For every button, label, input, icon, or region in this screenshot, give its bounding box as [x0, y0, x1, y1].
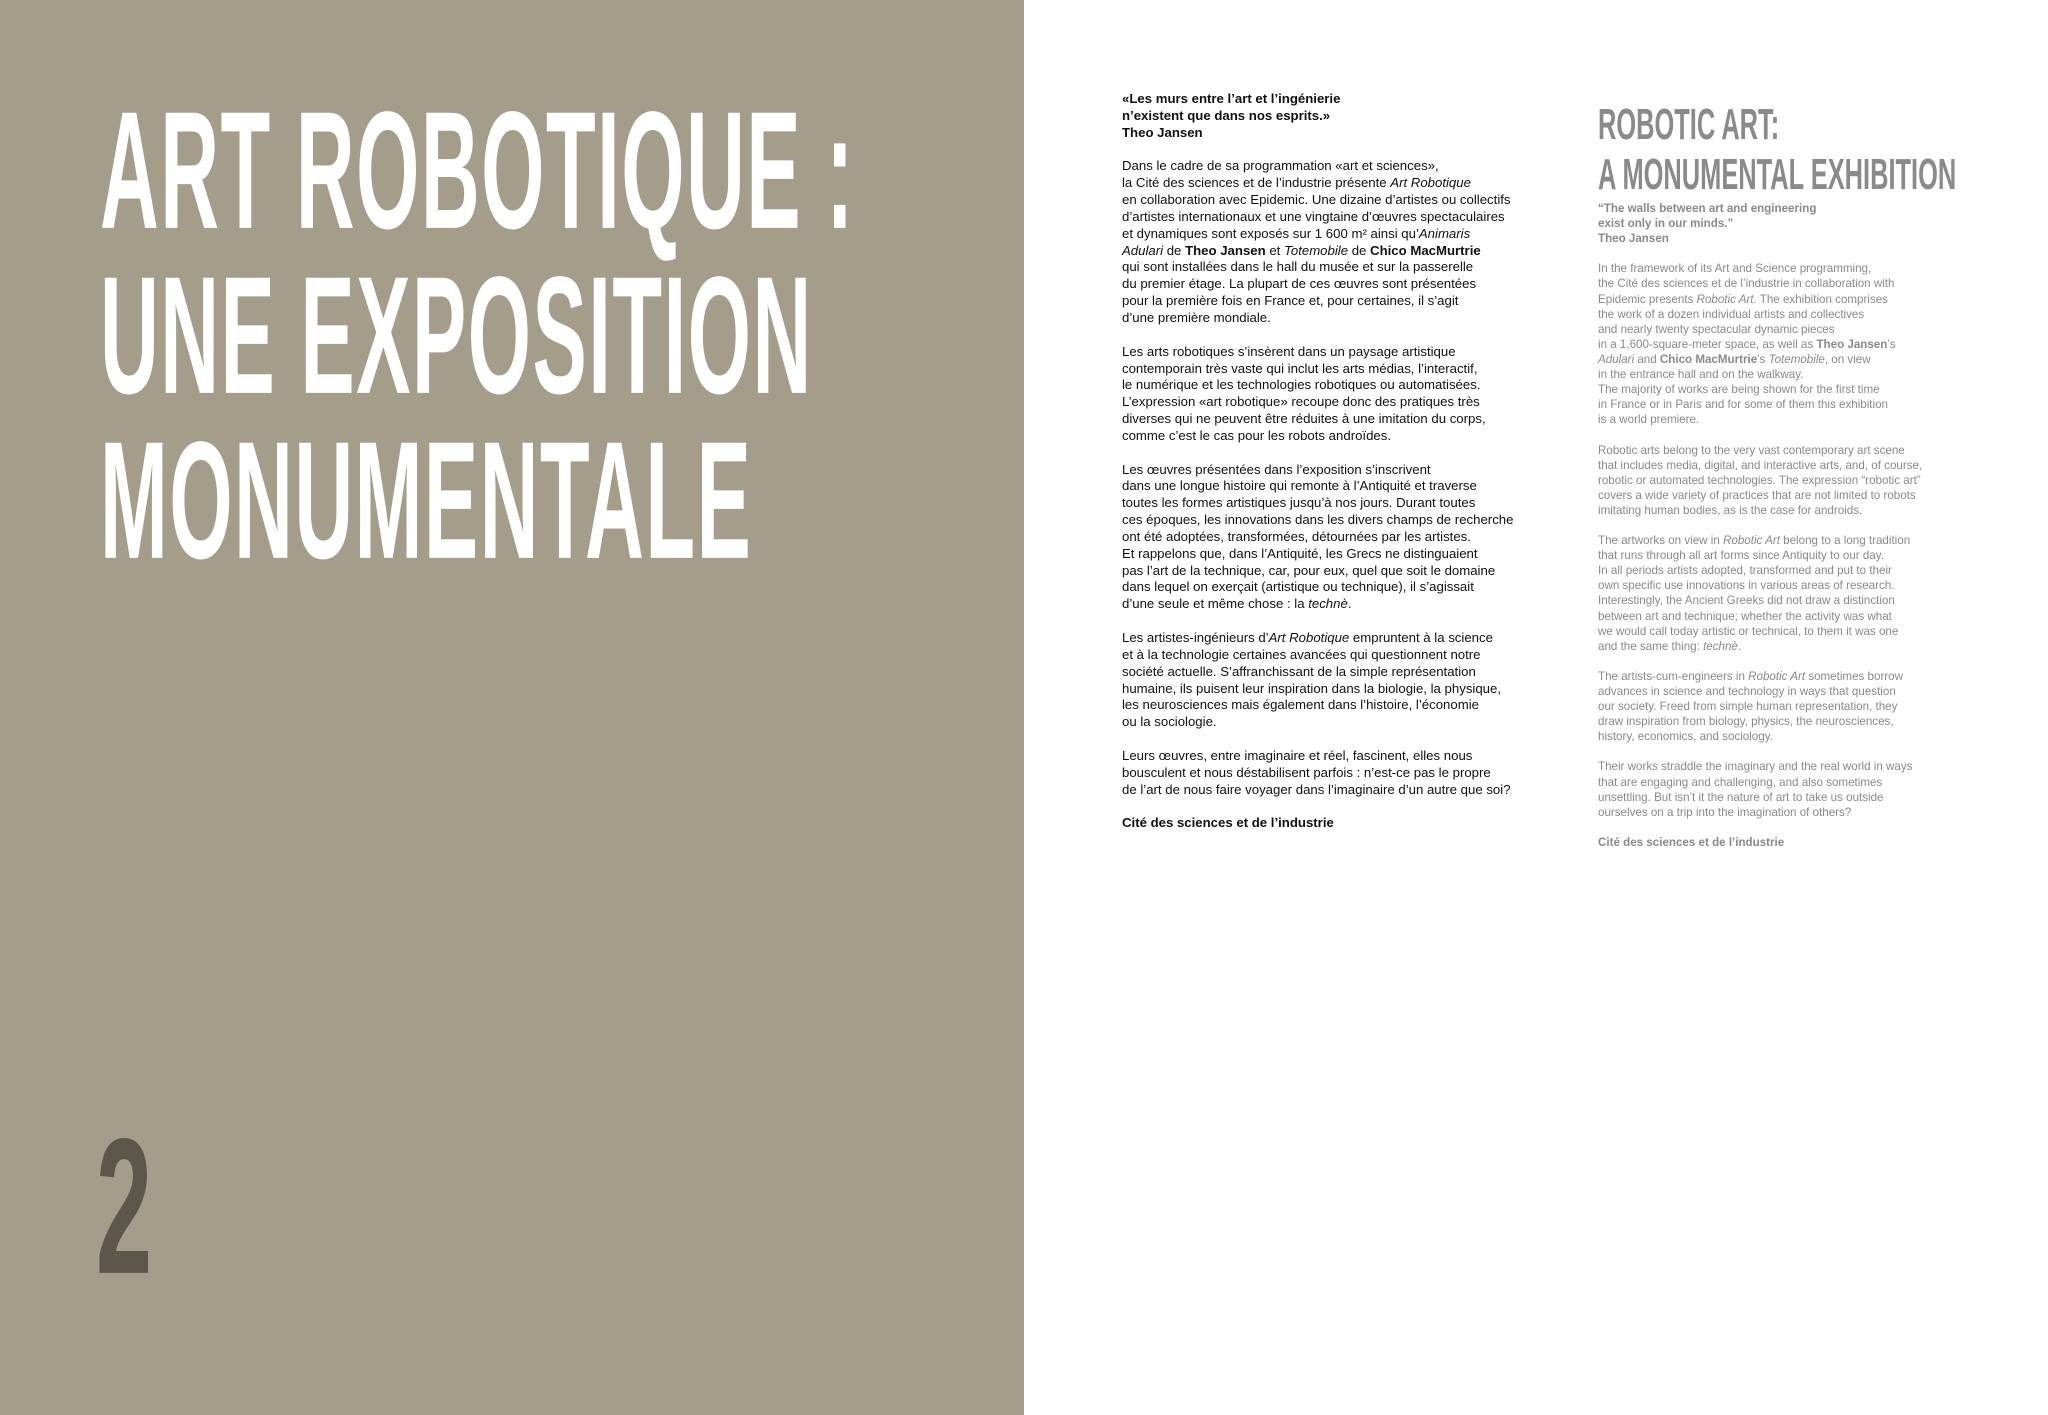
fr-p1-artist-name: Chico MacMurtrie: [1370, 242, 1481, 258]
page-number: 2: [96, 1097, 153, 1315]
english-signature: Cité des sciences et de l’industrie: [1598, 835, 1785, 849]
fr-p1-italic-title: Art Robotique: [1390, 175, 1471, 191]
fr-p4-italic-title: Art Robotique: [1268, 630, 1350, 645]
french-text-column: [1122, 91, 1562, 849]
en-p4-italic-title: Robotic Art: [1748, 669, 1806, 683]
en-p1-text: . The exhibition comprises the work of a dozen individual artists and collectives and nearly twenty spectacular dynamic pieces in a 1,600-square-meter space, as well as: [1598, 292, 1888, 351]
english-quote: “The walls between art and engineering exist only in our minds.”: [1598, 202, 1817, 231]
french-quote: «Les murs entre l’art et l’ingénierie n’existent que dans nos esprits.»: [1122, 91, 1341, 123]
english-paragraph-4: [1598, 669, 1968, 744]
french-title-line-3: MONUMENTALE: [100, 407, 753, 595]
english-paragraph-2: Robotic arts belong to the very vast contemporary art scene that includes media, digital, and interactive arts, and, of course, robotic or automated technologies. The expression “robotic art” covers a wide variety of practices that are not limited to robots imitating human bodies, as is the case for androids.: [1598, 443, 1923, 517]
fr-p1-artist-name: Theo Jansen: [1185, 242, 1266, 258]
french-quote-block: [1122, 91, 1562, 142]
en-p3-text: .: [1737, 639, 1742, 653]
english-paragraph-1: [1598, 261, 1968, 427]
en-p1-italic-work: Totemobile: [1768, 352, 1825, 366]
fr-p1-text: de: [1348, 242, 1371, 258]
fr-p1-text: qui sont installées dans le hall du musée et sur la passerelle du premier étage. La plupart de ces œuvres sont présentées pour la première fois en France et, pour certaines, il s’agit d’une première mondiale.: [1122, 259, 1477, 325]
english-title-line-2: A MONUMENTAL EXHIBITION: [1598, 149, 1957, 199]
fr-p1-text: et: [1265, 242, 1285, 258]
en-p1-artist-name: Chico MacMurtrie: [1659, 352, 1758, 366]
fr-p1-italic-work: Animaris Adulari: [1122, 225, 1471, 258]
french-paragraph-3: [1122, 462, 1562, 614]
fr-p4-text: empruntent à la science et à la technologie certaines avancées qui questionnent notre société actuelle. S’affranchissant de la simple représentation humaine, ils puisent leur inspiration dans la biologie, la physique, les neurosciences mais également dans l’histoire, l’économie ou la sociologie.: [1122, 630, 1502, 730]
english-quote-author: Theo Jansen: [1598, 232, 1669, 246]
en-p1-text: ’s: [1757, 352, 1769, 366]
french-title-line-1: ART ROBOTIQUE :: [100, 77, 855, 265]
en-p1-text: In the framework of its Art and Science programming, the Cité des sciences et de l’industrie in collaboration with Epidemic presents: [1598, 262, 1895, 306]
en-p4-text: The artists-cum-engineers in: [1598, 669, 1749, 683]
english-text-column: [1598, 201, 1968, 865]
en-p3-italic-title: Robotic Art: [1723, 534, 1780, 548]
en-p1-italic-title: Robotic Art: [1696, 292, 1754, 306]
french-paragraph-1: [1122, 158, 1562, 326]
en-p3-italic-term: technè: [1703, 639, 1738, 653]
french-paragraph-2: Les arts robotiques s’insèrent dans un paysage artistique contemporain très vaste qui inclut les arts médias, l’interactif, le numérique et les technologies robotiques ou automatisées. L’expression «art robotique» recoupe donc des pratiques très diverses qui ne peuvent être réduites à une imitation du corps, comme c’est le cas pour les robots androïdes.: [1122, 343, 1486, 443]
en-p1-text: ’s: [1887, 337, 1896, 351]
english-paragraph-3: [1598, 533, 1968, 654]
fr-p3-italic-term: technè: [1308, 596, 1348, 612]
en-p1-artist-name: Theo Jansen: [1816, 337, 1888, 351]
french-signature: Cité des sciences et de l’industrie: [1122, 815, 1334, 831]
french-quote-author: Theo Jansen: [1122, 124, 1203, 140]
fr-p1-italic-work: Totemobile: [1284, 242, 1349, 258]
en-p3-text: The artworks on view in: [1598, 534, 1724, 548]
fr-p3-text: Les œuvres présentées dans l’exposition s’inscrivent dans une longue histoire qui remonte à l’Antiquité et traverse toutes les formes artistiques jusqu’à nos jours. Durant toutes ces époques, les innovations dans les divers champs de recherche ont été adoptées, transformées, détournées par les artistes. Et rappelons que, dans l’Antiquité, les Grecs ne distinguaient pas l’art de la technique, car, pour eux, quel que soit le domaine dans lequel on exerçait (artistique ou technique), il s’agissait d’une seule et même chose : la: [1122, 461, 1514, 612]
fr-p1-text: en collaboration avec Epidemic. Une dizaine d’artistes ou collectifs d’artistes internationaux et une vingtaine d’œuvres spectaculaires et dynamiques sont exposés sur 1 600 m² ainsi qu’: [1122, 192, 1511, 241]
english-paragraph-5: Their works straddle the imaginary and the real world in ways that are engaging and challenging, and also sometimes unsettling. But isn’t it the nature of art to take us outside ourselves on a trip into the imagination of others?: [1598, 760, 1913, 819]
fr-p1-text: Dans le cadre de sa programmation «art et sciences», la Cité des sciences et de l’industrie présente: [1122, 158, 1439, 191]
french-title-line-2: UNE EXPOSITION: [100, 242, 813, 430]
en-p1-italic-work: Adulari: [1598, 352, 1635, 366]
french-paragraph-5: Leurs œuvres, entre imaginaire et réel, fascinent, elles nous bousculent et nous déstabilisent parfois : n’est-ce pas le propre de l’art de nous faire voyager dans l’imaginaire d’un autre que soi?: [1122, 747, 1511, 797]
french-paragraph-4: [1122, 630, 1562, 731]
fr-p1-text: de: [1163, 242, 1186, 258]
english-quote-block: [1598, 201, 1968, 246]
en-p1-text: and: [1634, 352, 1660, 366]
en-p3-text: belong to a long tradition that runs through all art forms since Antiquity to our day. In all periods artists adopted, transformed and put to their own specific use innovations in various areas of research. Interestingly, the Ancient Greeks did not draw a distinction between art and technique; whether the activity was what we would call today artistic or technical, to them it was one and the same thing:: [1598, 534, 1911, 653]
fr-p4-text: Les artistes-ingénieurs d’: [1122, 630, 1269, 645]
english-title-line-1: ROBOTIC ART:: [1598, 100, 1780, 149]
en-p1-text: , on view in the entrance hall and on the walkway. The majority of works are being shown for the first time in France or in Paris and for some of them this exhibition is a world premiere.: [1598, 352, 1888, 427]
english-title: [1598, 100, 1956, 200]
en-p4-text: sometimes borrow advances in science and technology in ways that question our society. Freed from simple human representation, they draw inspiration from biology, physics, the neurosciences, history, economics, and sociology.: [1598, 669, 1903, 744]
fr-p3-text: .: [1347, 596, 1352, 612]
